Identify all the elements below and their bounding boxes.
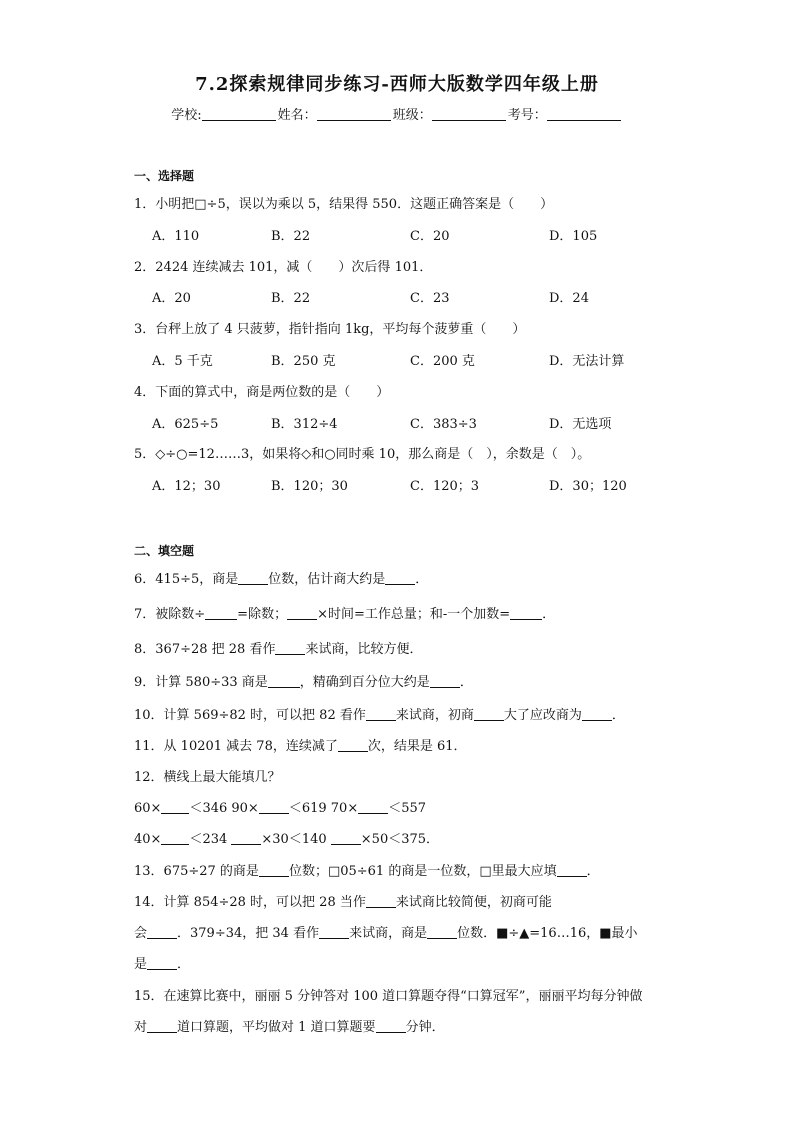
answer-blank[interactable] <box>557 863 587 877</box>
q4-option-c[interactable]: C．383÷3 <box>410 417 477 432</box>
answer-blank[interactable] <box>259 863 289 877</box>
answer-blank[interactable] <box>474 707 504 721</box>
q6-text-a: 6．415÷5，商是 <box>134 572 239 587</box>
question-6 <box>134 568 428 587</box>
q2-option-a[interactable]: A．20 <box>152 291 191 306</box>
answer-blank[interactable] <box>582 707 612 721</box>
q15-text-a: 对 <box>134 1020 148 1035</box>
question-10 <box>134 704 625 723</box>
q1-option-d[interactable]: D．105 <box>549 229 598 244</box>
exam-no-label: 考号： <box>507 108 547 123</box>
q7-text-d: ． <box>542 607 556 622</box>
q14-text-g: 是 <box>134 957 148 972</box>
section-heading-fill: 二、填空题 <box>134 544 195 558</box>
answer-blank[interactable] <box>510 606 542 620</box>
q5-option-b[interactable]: B．120；30 <box>271 479 348 494</box>
q7-text-c: ×时间=工作总量；和-一个加数= <box>317 607 511 622</box>
answer-blank[interactable] <box>259 800 289 814</box>
q3-option-a[interactable]: A．5 千克 <box>152 354 213 369</box>
q14-text-d: ．379÷34，把 34 看作 <box>177 926 320 941</box>
q5-option-c[interactable]: C．120；3 <box>410 479 480 494</box>
answer-blank[interactable] <box>147 1019 177 1033</box>
q9-text-c: ． <box>459 675 473 690</box>
answer-blank[interactable] <box>147 956 177 970</box>
q2-option-d[interactable]: D．24 <box>549 291 589 306</box>
q10-text-c: 大了应改商为 <box>503 708 582 723</box>
q1-option-b[interactable]: B．22 <box>271 229 311 244</box>
class-label: 班级： <box>392 108 432 123</box>
q12-r2-c: ×30＜140 <box>261 832 331 847</box>
school-label: 学校: <box>171 108 202 123</box>
q5-option-a[interactable]: A．12；30 <box>152 479 221 494</box>
student-info-line <box>0 104 794 123</box>
name-blank[interactable] <box>317 106 391 121</box>
q4-option-a[interactable]: A．625÷5 <box>152 417 219 432</box>
question-9 <box>134 671 473 690</box>
answer-blank[interactable] <box>205 606 237 620</box>
q12-r2-d: ×50＜375． <box>360 832 440 847</box>
class-blank[interactable] <box>432 106 506 121</box>
answer-blank[interactable] <box>231 831 261 845</box>
answer-blank[interactable] <box>338 738 368 752</box>
question-1-stem: 1．小明把□÷5，误以为乘以 5，结果得 550．这题正确答案是（ ） <box>134 197 554 212</box>
q12-r1-b: ＜346 90× <box>189 801 259 816</box>
answer-blank[interactable] <box>287 606 317 620</box>
question-8 <box>134 638 422 657</box>
page-title: 7.2探索规律同步练习-西师大版数学四年级上册 <box>195 74 599 95</box>
answer-blank[interactable] <box>385 571 415 585</box>
q10-text-b: 来试商，初商 <box>395 708 474 723</box>
answer-blank[interactable] <box>427 925 457 939</box>
answer-blank[interactable] <box>358 800 388 814</box>
q15-text-b: 道口算题，平均做对 1 道口算题要 <box>177 1020 376 1035</box>
question-13 <box>134 860 600 879</box>
question-4-stem: 4．下面的算式中，商是两位数的是（ ） <box>134 385 390 400</box>
answer-blank[interactable] <box>268 674 300 688</box>
answer-blank[interactable] <box>275 641 305 655</box>
q2-option-c[interactable]: C．23 <box>410 291 450 306</box>
q12-r2-a: 40× <box>134 832 162 847</box>
q14-text-f: 位数．■÷▲=16…16，■最小 <box>457 926 638 941</box>
q3-option-c[interactable]: C．200 克 <box>410 354 475 369</box>
q2-option-b[interactable]: B．22 <box>271 291 311 306</box>
answer-blank[interactable] <box>366 707 396 721</box>
q10-text-d: ． <box>611 708 625 723</box>
q14-text-e: 来试商，商是 <box>349 926 428 941</box>
q8-text-b: 来试商，比较方便． <box>305 642 423 657</box>
answer-blank[interactable] <box>331 831 361 845</box>
q1-option-a[interactable]: A．110 <box>152 229 200 244</box>
answer-blank[interactable] <box>430 674 460 688</box>
answer-blank[interactable] <box>376 1019 406 1033</box>
answer-blank[interactable] <box>147 925 177 939</box>
q8-text-a: 8．367÷28 把 28 看作 <box>134 642 276 657</box>
q9-text-a: 9．计算 580÷33 商是 <box>134 675 268 690</box>
q6-text-b: 位数，估计商大约是 <box>268 572 386 587</box>
q11-text-a: 11．从 10201 减去 78，连续减了 <box>134 739 338 754</box>
question-15-line-2 <box>134 1016 445 1035</box>
question-5-stem: 5．◇÷○=12……3，如果将◇和○同时乘 10，那么商是（ ），余数是（ ）。 <box>134 447 591 462</box>
q13-text-a: 13．675÷27 的商是 <box>134 864 259 879</box>
school-blank[interactable] <box>202 106 276 121</box>
q14-text-h: ． <box>177 957 191 972</box>
answer-blank[interactable] <box>319 925 349 939</box>
q13-text-c: ． <box>586 864 600 879</box>
q4-option-b[interactable]: B．312÷4 <box>271 417 338 432</box>
q14-text-b: 来试商比较简便，初商可能 <box>395 895 552 910</box>
q13-text-b: 位数；□05÷61 的商是一位数，□里最大应填 <box>288 864 557 879</box>
q6-text-c: ． <box>415 572 429 587</box>
question-12-row-2 <box>134 828 439 847</box>
question-12-stem: 12．横线上最大能填几？ <box>134 770 281 785</box>
q12-r2-b: ＜234 <box>189 832 232 847</box>
question-7 <box>134 603 555 622</box>
q12-r1-a: 60× <box>134 801 162 816</box>
exam-no-blank[interactable] <box>547 106 621 121</box>
question-2-stem: 2．2424 连续减去 101，减（ ）次后得 101． <box>134 260 433 275</box>
answer-blank[interactable] <box>238 571 268 585</box>
question-12-row-1 <box>134 797 426 816</box>
q1-option-c[interactable]: C．20 <box>410 229 450 244</box>
q14-text-a: 14．计算 854÷28 时，可以把 28 当作 <box>134 895 366 910</box>
name-label: 姓名： <box>277 108 317 123</box>
q10-text-a: 10．计算 569÷82 时，可以把 82 看作 <box>134 708 366 723</box>
question-14-line-3 <box>134 953 190 972</box>
q7-text-b: =除数； <box>237 607 288 622</box>
answer-blank[interactable] <box>161 800 189 814</box>
section-heading-choice: 一、选择题 <box>134 169 195 183</box>
question-14-line-1 <box>134 891 552 910</box>
answer-blank[interactable] <box>366 894 396 908</box>
q14-text-c: 会 <box>134 926 148 941</box>
q4-option-d[interactable]: D．无选项 <box>549 417 612 432</box>
question-14-line-2 <box>134 922 638 941</box>
question-15-line-1: 15．在速算比赛中，丽丽 5 分钟答对 100 道口算题夺得“口算冠军”，丽丽平均每分钟做 <box>134 989 643 1004</box>
q3-option-d[interactable]: D．无法计算 <box>549 354 625 369</box>
q12-r1-c: ＜619 70× <box>288 801 359 816</box>
question-3-stem: 3．台秤上放了 4 只菠萝，指针指向 1kg，平均每个菠萝重（ ） <box>134 322 526 337</box>
answer-blank[interactable] <box>161 831 189 845</box>
q11-text-b: 次，结果是 61． <box>367 739 467 754</box>
q15-text-c: 分钟． <box>405 1020 445 1035</box>
q9-text-b: ，精确到百分位大约是 <box>299 675 430 690</box>
q12-r1-d: ＜557 <box>388 801 427 816</box>
question-11 <box>134 735 467 754</box>
q7-text-a: 7．被除数÷ <box>134 607 206 622</box>
q5-option-d[interactable]: D．30；120 <box>549 479 627 494</box>
q3-option-b[interactable]: B．250 克 <box>271 354 336 369</box>
